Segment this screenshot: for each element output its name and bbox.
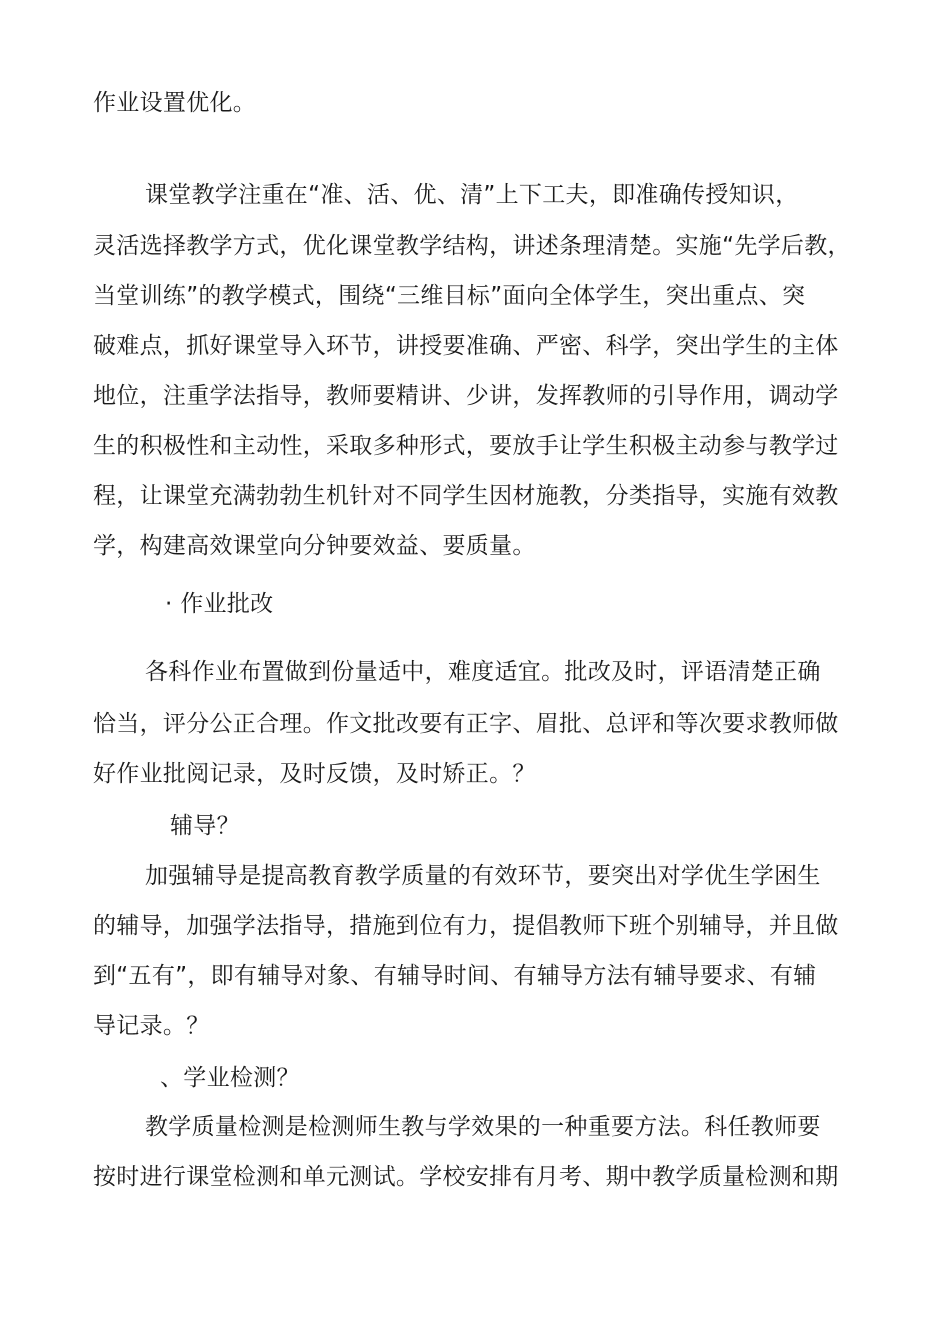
classroom-paragraph-line-4: 破难点，抓好课堂导入环节，讲授要准确、严密、科学，突出学生的主体 xyxy=(93,333,839,359)
classroom-paragraph-line-2: 灵活选择教学方式，优化课堂教学结构，讲述条理清楚。实施“先学后教， xyxy=(93,233,851,259)
homework-paragraph-line-3: 好作业批阅记录，及时反馈，及时矫正。？ xyxy=(93,761,536,787)
tutoring-paragraph-line-1: 加强辅导是提高教育教学质量的有效环节，要突出对学优生学困生 xyxy=(145,863,821,889)
testing-paragraph-line-1: 教学质量检测是检测师生教与学效果的一种重要方法。科任教师要 xyxy=(145,1114,821,1140)
heading-tutoring: 辅导？ xyxy=(170,813,240,839)
classroom-paragraph-line-8: 学，构建高效课堂向分钟要效益、要质量。 xyxy=(93,533,536,559)
homework-paragraph-line-1: 各科作业布置做到份量适中，难度适宜。批改及时，评语清楚正确 xyxy=(145,659,821,685)
classroom-paragraph-line-3: 当堂训练”的教学模式，围绕“三维目标”面向全体学生，突出重点、突 xyxy=(93,283,806,309)
heading-testing: 、学业检测？ xyxy=(160,1065,300,1091)
tutoring-paragraph-line-4: 导记录。？ xyxy=(93,1013,210,1039)
classroom-paragraph-line-7: 程，让课堂充满勃勃生机针对不同学生因材施教，分类指导，实施有效教 xyxy=(93,483,839,509)
classroom-paragraph-line-1: 课堂教学注重在“准、活、优、清”上下工夫，即准确传授知识， xyxy=(145,182,799,208)
intro-tail-line: 作业设置优化。 xyxy=(93,90,257,116)
homework-paragraph-line-2: 恰当，评分公正合理。作文批改要有正字、眉批、总评和等次要求教师做 xyxy=(93,711,839,737)
tutoring-paragraph-line-2: 的辅导，加强学法指导，措施到位有力，提倡教师下班个别辅导，并且做 xyxy=(93,913,839,939)
heading-homework: · 作业批改 xyxy=(165,591,274,617)
classroom-paragraph-line-5: 地位，注重学法指导，教师要精讲、少讲，发挥教师的引导作用，调动学 xyxy=(93,383,839,409)
testing-paragraph-line-2: 按时进行课堂检测和单元测试。学校安排有月考、期中教学质量检测和期 xyxy=(93,1164,839,1190)
tutoring-paragraph-line-3: 到“五有”，即有辅导对象、有辅导时间、有辅导方法有辅导要求、有辅 xyxy=(93,963,817,989)
classroom-paragraph-line-6: 生的积极性和主动性，采取多种形式，要放手让学生积极主动参与教学过 xyxy=(93,433,839,459)
